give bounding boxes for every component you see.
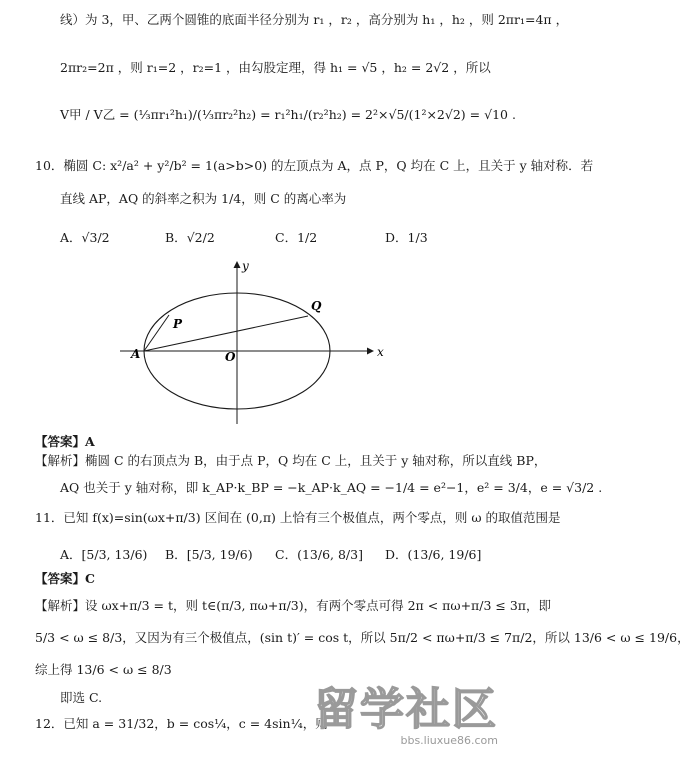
x-axis-label: x [377,345,384,359]
q11-analysis-line-2: 5/3 < ω ≤ 8/3，又因为有三个极值点，(sin t)′ = cos t，所以 5π/2 < πω+π/3 ≤ 7π/2，所以 13/6 < ω ≤ 19/6， [35,630,690,645]
q10-option-b: B．√2/2 [165,230,215,245]
point-q-label: Q [311,299,322,313]
q10-stem-line-2: 直线 AP，AQ 的斜率之积为 1/4，则 C 的离心率为 [60,191,347,206]
prev-solution-line-3: V甲 / V乙 = (⅓πr₁²h₁)/(⅓πr₂²h₂) = r₁²h₁/(r₂²h₂) = 2²×√5/(1²×2√2) = √10 . [60,107,516,122]
watermark-logo: 留学社区 [314,684,498,735]
q10-option-c: C．1/2 [275,230,318,245]
q12-stem: 12．已知 a = 31/32，b = cos¼，c = 4sin¼，则 [35,716,328,731]
q11-option-b: B．[5/3, 19/6) [165,547,253,562]
q10-answer: 【答案】A [35,434,95,449]
q10-option-a: A．√3/2 [60,230,110,245]
watermark-url: bbs.liuxue86.com [400,734,498,747]
watermark [314,684,498,747]
ellipse-figure [115,258,395,428]
q11-conclusion: 即选 C. [60,690,103,705]
q11-analysis-line-1: 【解析】设 ωx+π/3 = t，则 t∈(π/3, πω+π/3)，有两个零点可得 2π < πω+π/3 ≤ 3π，即 [35,598,552,613]
prev-solution-line-1: 线）为 3，甲、乙两个圆锥的底面半径分别为 r₁ ，r₂ ，高分别为 h₁ ，h₂ ，则 2πr₁=4π ， [60,12,569,27]
origin-label: O [225,350,236,364]
q11-option-d: D．(13/6, 19/6] [385,547,482,562]
q10-analysis-line-1: 【解析】椭圆 C 的右顶点为 B，由于点 P，Q 均在 C 上，且关于 y 轴对称，所以直线 BP， [35,453,547,468]
q11-option-c: C．(13/6, 8/3] [275,547,363,562]
segment-ap [144,315,169,351]
prev-solution-line-2: 2πr₂=2π ，则 r₁=2 ，r₂=1 ，由勾股定理，得 h₁ = √5 ，h₂ = 2√2 ，所以 [60,60,491,75]
q10-stem-line-1: 10．椭圆 C: x²/a² + y²/b² = 1(a>b>0) 的左顶点为 A，点 P，Q 均在 C 上，且关于 y 轴对称．若 [35,158,594,173]
q11-analysis-line-3: 综上得 13/6 < ω ≤ 8/3 [35,662,172,677]
y-axis-label: y [242,259,249,273]
segment-aq [144,316,308,351]
q11-option-a: A．[5/3, 13/6) [60,547,148,562]
q11-stem: 11．已知 f(x)=sin(ωx+π/3) 区间在 (0,π) 上恰有三个极值点，两个零点，则 ω 的取值范围是 [35,510,561,525]
q10-option-d: D．1/3 [385,230,428,245]
point-a-label: A [131,347,141,361]
q11-answer: 【答案】C [35,571,95,586]
q10-analysis-line-2: AQ 也关于 y 轴对称，即 k_AP·k_BP = −k_AP·k_AQ = −1/4 = e²−1，e² = 3/4，e = √3/2 . [60,480,603,495]
point-p-label: P [173,317,183,331]
